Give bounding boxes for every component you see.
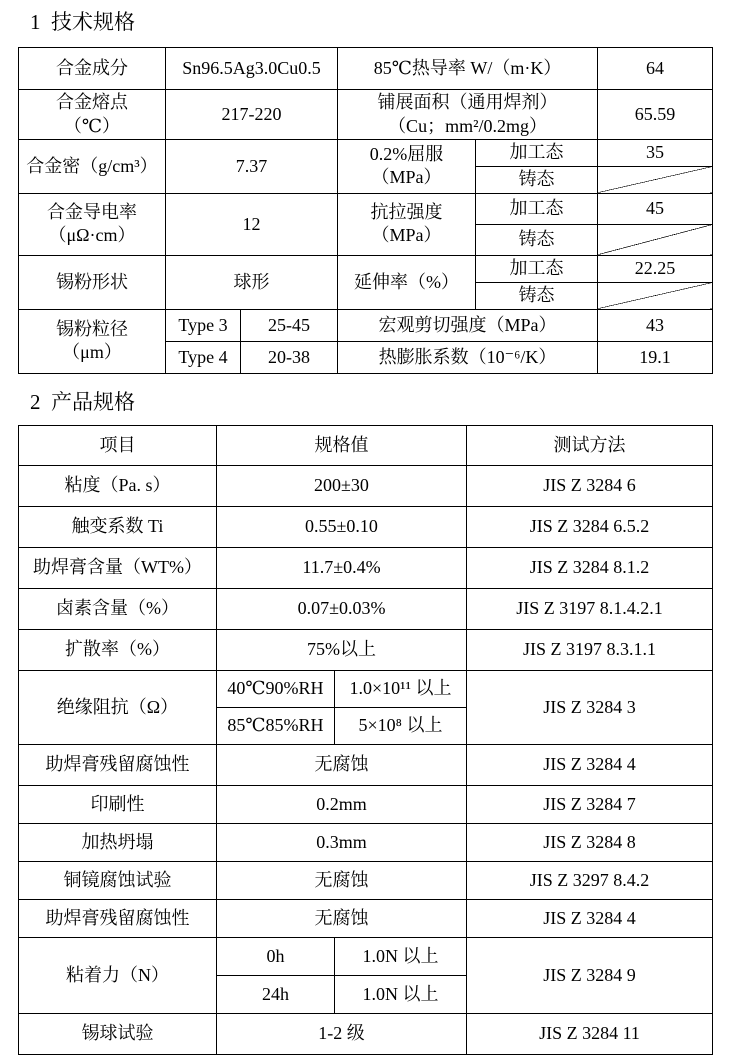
- flux-content-method: JIS Z 3284 8.1.2: [467, 548, 713, 589]
- section2-heading: 2 产品规格: [30, 389, 135, 414]
- adhesion-condition-1: 0h: [217, 938, 335, 976]
- powder-size-type4-value: 20-38: [241, 341, 338, 373]
- flux-residue-corrosion2-spec: 无腐蚀: [217, 900, 467, 938]
- column-header-method: 测试方法: [467, 426, 713, 466]
- tensile-strength-label: [338, 193, 476, 255]
- spread-area-label-line2: （Cu；mm²/0.2mg）: [388, 115, 547, 136]
- diagonal-slash-cell: [598, 224, 713, 255]
- printability-spec: 0.2mm: [217, 786, 467, 824]
- halogen-spec: 0.07±0.03%: [217, 589, 467, 630]
- table-row: [19, 630, 713, 671]
- adhesion-item: 粘着力（N）: [19, 938, 217, 1014]
- spread-rate-item: 扩散率（%）: [19, 630, 217, 671]
- table-row: [19, 824, 713, 862]
- copper-mirror-method: JIS Z 3297 8.4.2: [467, 862, 713, 900]
- spread-area-label-line1: 铺展面积（通用焊剂）: [377, 92, 558, 113]
- heat-slump-item: 加热坍塌: [19, 824, 217, 862]
- viscosity-item: 粘度（Pa. s）: [19, 466, 217, 507]
- thermal-conductivity-label: 85℃热导率 W/（m·K）: [338, 48, 598, 90]
- viscosity-method: JIS Z 3284 6: [467, 466, 713, 507]
- powder-size-label: [19, 309, 166, 373]
- printability-item: 印刷性: [19, 786, 217, 824]
- column-header-spec: 规格值: [217, 426, 467, 466]
- table-row: [19, 507, 713, 548]
- flux-residue-corrosion-method: JIS Z 3284 4: [467, 745, 713, 786]
- product-spec-table: [18, 425, 713, 1055]
- powder-size-type3-label: Type 3: [166, 309, 241, 341]
- powder-size-label-line1: 锡粉粒径: [56, 319, 128, 340]
- melting-point-label: [19, 90, 166, 140]
- shear-strength-label: 宏观剪切强度（MPa）: [338, 309, 598, 341]
- thixotropy-spec: 0.55±0.10: [217, 507, 467, 548]
- conductivity-value: 12: [166, 193, 338, 255]
- table-row: [19, 671, 713, 708]
- adhesion-method: JIS Z 3284 9: [467, 938, 713, 1014]
- spread-area-label: [338, 90, 598, 140]
- adhesion-value-1: 1.0N 以上: [335, 938, 467, 976]
- alloy-composition-label: 合金成分: [19, 48, 166, 90]
- alloy-composition-value: Sn96.5Ag3.0Cu0.5: [166, 48, 338, 90]
- density-value: 7.37: [166, 139, 338, 193]
- flux-content-spec: 11.7±0.4%: [217, 548, 467, 589]
- spread-rate-method: JIS Z 3197 8.3.1.1: [467, 630, 713, 671]
- solder-ball-method: JIS Z 3284 11: [467, 1014, 713, 1055]
- melting-point-label-line2: （℃）: [63, 115, 121, 136]
- table-row: [19, 589, 713, 630]
- melting-point-value: 217-220: [166, 90, 338, 140]
- table-row: [19, 938, 713, 976]
- powder-size-type3-value: 25-45: [241, 309, 338, 341]
- tensile-processed-label: 加工态: [476, 193, 598, 224]
- column-header-item: 项目: [19, 426, 217, 466]
- yield-strength-label-line1: 0.2%屈服: [369, 144, 444, 165]
- thixotropy-method: JIS Z 3284 6.5.2: [467, 507, 713, 548]
- table-row: [19, 862, 713, 900]
- solder-ball-spec: 1-2 级: [217, 1014, 467, 1055]
- insulation-method: JIS Z 3284 3: [467, 671, 713, 745]
- flux-content-item: 助焊膏含量（WT%）: [19, 548, 217, 589]
- tensile-processed-value: 45: [598, 193, 713, 224]
- insulation-value-1: 1.0×10¹¹ 以上: [335, 671, 467, 708]
- cte-label: 热膨胀系数（10⁻⁶/K）: [338, 341, 598, 373]
- table-row: [19, 548, 713, 589]
- halogen-item: 卤素含量（%）: [19, 589, 217, 630]
- thermal-conductivity-value: 64: [598, 48, 713, 90]
- yield-processed-value: 35: [598, 139, 713, 166]
- flux-residue-corrosion-spec: 无腐蚀: [217, 745, 467, 786]
- spread-area-value: 65.59: [598, 90, 713, 140]
- powder-size-label-line2: （μm）: [62, 342, 122, 363]
- conductivity-label: [19, 193, 166, 255]
- cte-value: 19.1: [598, 341, 713, 373]
- diagonal-slash-cell: [598, 166, 713, 193]
- adhesion-value-2: 1.0N 以上: [335, 976, 467, 1014]
- diagonal-slash-cell: [598, 282, 713, 309]
- elongation-processed-label: 加工态: [476, 255, 598, 282]
- elongation-label: 延伸率（%）: [338, 255, 476, 309]
- shear-strength-value: 43: [598, 309, 713, 341]
- elongation-processed-value: 22.25: [598, 255, 713, 282]
- halogen-method: JIS Z 3197 8.1.4.2.1: [467, 589, 713, 630]
- flux-residue-corrosion2-method: JIS Z 3284 4: [467, 900, 713, 938]
- heat-slump-spec: 0.3mm: [217, 824, 467, 862]
- tensile-strength-label-line1: 抗拉强度: [370, 202, 443, 223]
- conductivity-label-line2: （μΩ·cm）: [48, 225, 136, 246]
- tensile-strength-label-line2: （MPa）: [371, 225, 442, 246]
- insulation-item: 绝缘阻抗（Ω）: [19, 671, 217, 745]
- table-row: [19, 900, 713, 938]
- section1-heading: 1 技术规格: [30, 10, 135, 34]
- yield-strength-label-line2: （MPa）: [371, 167, 442, 188]
- table-row: [19, 786, 713, 824]
- powder-shape-value: 球形: [166, 255, 338, 309]
- powder-shape-label: 锡粉形状: [19, 255, 166, 309]
- yield-cast-label: 铸态: [476, 166, 598, 193]
- adhesion-condition-2: 24h: [217, 976, 335, 1014]
- insulation-condition-1: 40℃90%RH: [217, 671, 335, 708]
- viscosity-spec: 200±30: [217, 466, 467, 507]
- flux-residue-corrosion-item: 助焊膏残留腐蚀性: [19, 745, 217, 786]
- melting-point-label-line1: 合金熔点: [56, 92, 128, 113]
- table-row: [19, 1014, 713, 1055]
- table-row: [19, 466, 713, 507]
- insulation-value-2: 5×10⁸ 以上: [335, 708, 467, 745]
- flux-residue-corrosion2-item: 助焊膏残留腐蚀性: [19, 900, 217, 938]
- copper-mirror-spec: 无腐蚀: [217, 862, 467, 900]
- tech-spec-table: [18, 47, 713, 374]
- powder-size-type4-label: Type 4: [166, 341, 241, 373]
- printability-method: JIS Z 3284 7: [467, 786, 713, 824]
- spread-rate-spec: 75%以上: [217, 630, 467, 671]
- conductivity-label-line1: 合金导电率: [47, 202, 137, 223]
- thixotropy-item: 触变系数 Ti: [19, 507, 217, 548]
- solder-ball-item: 锡球试验: [19, 1014, 217, 1055]
- density-label: 合金密（g/cm³）: [19, 139, 166, 193]
- yield-strength-label: [338, 139, 476, 193]
- yield-processed-label: 加工态: [476, 139, 598, 166]
- elongation-cast-label: 铸态: [476, 282, 598, 309]
- heat-slump-method: JIS Z 3284 8: [467, 824, 713, 862]
- table-row: [19, 745, 713, 786]
- tensile-cast-label: 铸态: [476, 224, 598, 255]
- insulation-condition-2: 85℃85%RH: [217, 708, 335, 745]
- copper-mirror-item: 铜镜腐蚀试验: [19, 862, 217, 900]
